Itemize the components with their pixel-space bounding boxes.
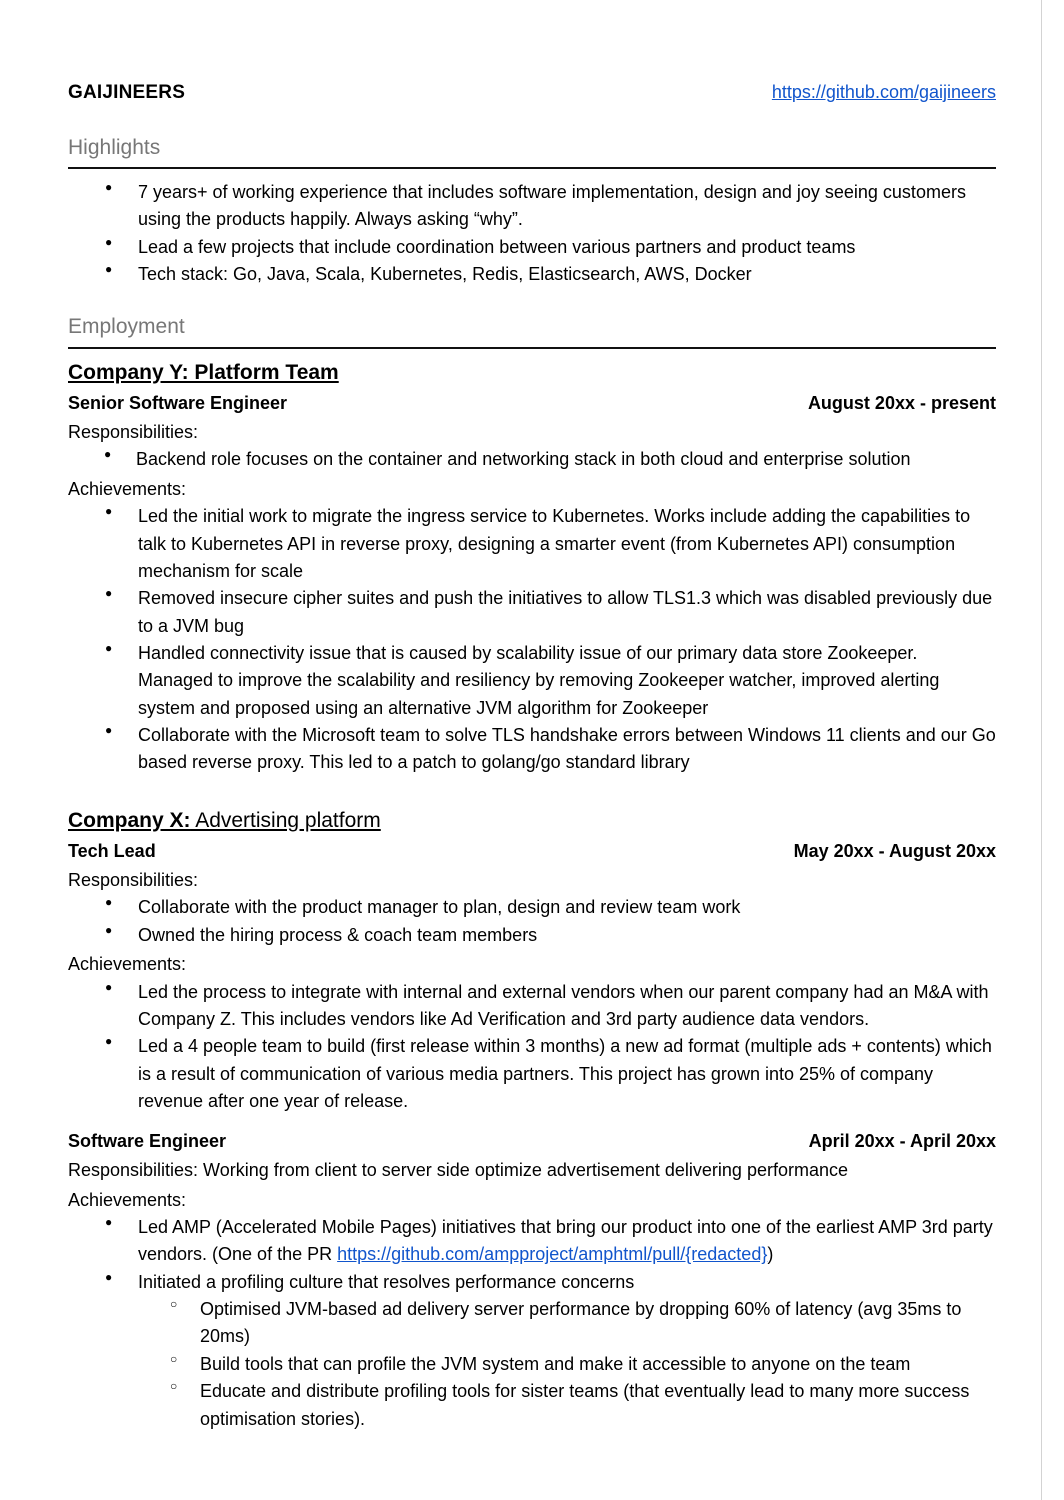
- github-profile-link[interactable]: https://github.com/gaijineers: [771, 82, 996, 102]
- list-item: ● Backend role focuses on the container and networking stack in both cloud and enterprise solution: [68, 446, 996, 473]
- list-item: ● Removed insecure cipher suites and push the initiatives to allow TLS1.3 which was disabled previously due to a JVM bug: [68, 585, 996, 640]
- list-item: ● Led the process to integrate with internal and external vendors when our parent company had an M&A with Company Z. This includes vendors like Ad Verification and 3rd party audience data vendors.: [68, 979, 996, 1034]
- responsibilities-list: [68, 446, 996, 473]
- amp-pull-request-link[interactable]: https://github.com/ampproject/amphtml/pull/{redacted}: [337, 1244, 768, 1265]
- company-heading-y: [68, 359, 996, 387]
- responsibilities-list: [68, 894, 996, 949]
- list-item: ● Led the initial work to migrate the ingress service to Kubernetes. Works include adding the capabilities to talk to Kubernetes API in reverse proxy, designing a smarter event (from Kubernetes API) consumption mechanism for scale: [68, 503, 996, 585]
- achievements-label: Achievements:: [68, 478, 187, 499]
- achievements-label: Achievements:: [68, 954, 187, 975]
- bullet-text-post: ): [767, 1244, 774, 1265]
- responsibilities-label: Responsibilities:: [68, 422, 199, 443]
- section-highlights: [68, 135, 996, 289]
- achievements-label: Achievements:: [68, 1189, 187, 1210]
- achievements-list: [68, 503, 996, 777]
- company-name-y: Company Y: Platform Team: [68, 360, 339, 384]
- role-row-software-engineer: [68, 1128, 996, 1155]
- role-title: Senior Software Engineer: [68, 393, 288, 414]
- sub-achievements-list: [138, 1296, 996, 1433]
- company-heading-x: [68, 807, 996, 835]
- bullet-text-pre: Initiated a profiling culture that resolves performance concerns: [138, 1271, 635, 1292]
- candidate-name: GAIJINEERS: [68, 82, 186, 103]
- list-item: ○ Build tools that can profile the JVM system and make it accessible to anyone on the team: [138, 1351, 996, 1378]
- section-title-highlights: Highlights: [68, 135, 161, 159]
- bullet-text-pre: Led AMP (Accelerated Mobile Pages) initiatives that bring our product into one of the earliest AMP 3rd party vendors. (One of the PR: [138, 1217, 993, 1265]
- achievements-list: [68, 979, 996, 1116]
- highlights-list: [68, 179, 996, 288]
- document-content: [68, 82, 996, 1433]
- company-name-x: Company X:: [68, 808, 191, 832]
- list-item: ● Handled connectivity issue that is caused by scalability issue of our primary data store Zookeeper. Managed to improve the scalability and resiliency by removing Zookeeper watcher, improved alerting system and proposed using an alternative JVM algorithm for Zookeeper: [68, 640, 996, 722]
- role-dates: May 20xx - August 20xx: [793, 841, 996, 862]
- document-header: [68, 82, 996, 105]
- list-item: [68, 1269, 996, 1433]
- section-divider-employment: [68, 347, 996, 349]
- role-dates: April 20xx - April 20xx: [808, 1131, 996, 1152]
- company-descriptor-x: Advertising platform: [190, 808, 381, 832]
- list-item: ● Collaborate with the product manager to plan, design and review team work: [68, 894, 996, 921]
- list-item: ● Owned the hiring process & coach team members: [68, 922, 996, 949]
- responsibilities-inline: Responsibilities: Working from client to server side optimize advertisement delivering performance: [68, 1160, 848, 1181]
- section-divider-highlights: [68, 167, 996, 169]
- job-entry-company-y: [68, 359, 996, 777]
- list-item: ● Lead a few projects that include coordination between various partners and product teams: [68, 234, 996, 261]
- list-item: ○ Optimised JVM-based ad delivery server performance by dropping 60% of latency (avg 35ms to 20ms): [138, 1296, 996, 1351]
- list-item: ● 7 years+ of working experience that includes software implementation, design and joy seeing customers using the products happily. Always asking “why”.: [68, 179, 996, 234]
- list-item: ● Led a 4 people team to build (first release within 3 months) a new ad format (multiple ads + contents) which is a result of communication of various media partners. This project has grown into 25% of company revenue after one year of release.: [68, 1033, 996, 1115]
- page-right-edge: [1041, 0, 1064, 1500]
- role-row-tech-lead: [68, 838, 996, 865]
- role-spacer: [68, 1115, 996, 1125]
- job-entry-company-x: [68, 807, 996, 1433]
- section-employment: [68, 314, 996, 1432]
- achievements-list: [68, 1214, 996, 1433]
- role-title: Tech Lead: [68, 841, 156, 862]
- role-title: Software Engineer: [68, 1131, 227, 1152]
- list-item: ● Collaborate with the Microsoft team to solve TLS handshake errors between Windows 11 clients and our Go based reverse proxy. This led to a patch to golang/go standard library: [68, 722, 996, 777]
- role-dates: August 20xx - present: [807, 393, 996, 414]
- role-row-senior-software-engineer: [68, 390, 996, 417]
- section-title-employment: Employment: [68, 315, 185, 339]
- list-item: ● Tech stack: Go, Java, Scala, Kubernetes, Redis, Elasticsearch, AWS, Docker: [68, 261, 996, 288]
- responsibilities-label: Responsibilities:: [68, 870, 199, 891]
- list-item: ○ Educate and distribute profiling tools for sister teams (that eventually lead to many more success optimisation stories).: [138, 1378, 996, 1433]
- list-item: [68, 1214, 996, 1269]
